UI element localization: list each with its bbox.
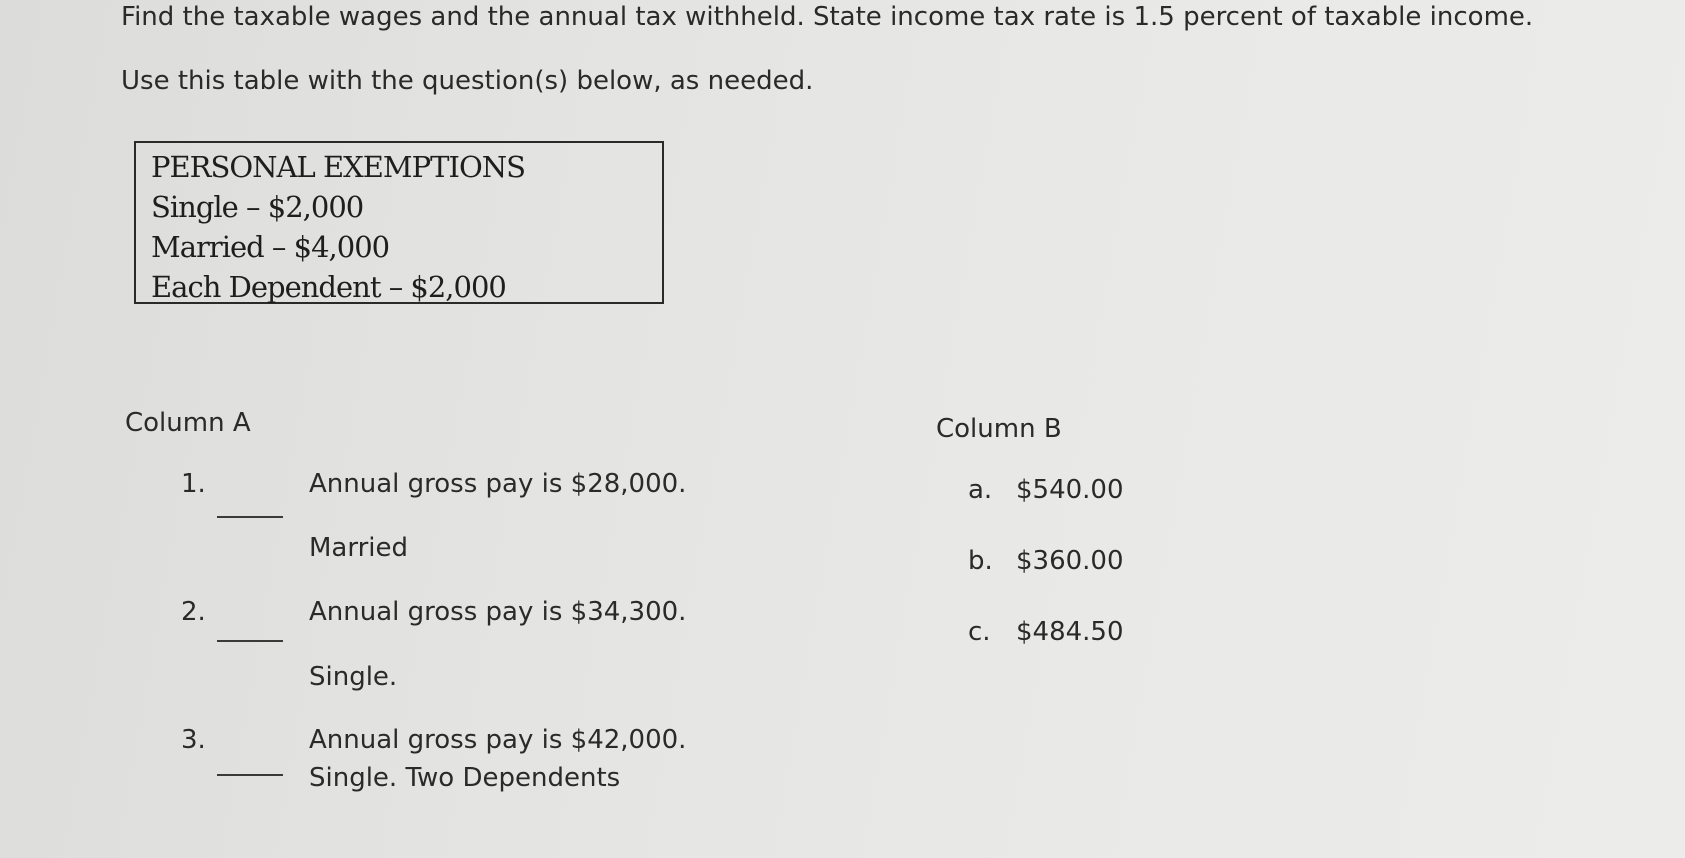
personal-exemptions-table (134, 141, 664, 304)
answer-b-value: $360.00 (1016, 546, 1124, 576)
answer-b-letter: b. (968, 546, 993, 576)
item-2-number: 2. (181, 597, 206, 627)
answer-c-letter: c. (968, 617, 991, 647)
item-3-gross-pay: Annual gross pay is $42,000. (309, 725, 687, 755)
item-1-gross-pay: Annual gross pay is $28,000. (309, 469, 687, 499)
item-1-answer-blank[interactable] (217, 516, 283, 518)
item-2-gross-pay: Annual gross pay is $34,300. (309, 597, 687, 627)
exemption-dependent: Each Dependent – $2,000 (151, 270, 506, 304)
item-3-number: 3. (181, 725, 206, 755)
item-3-answer-blank[interactable] (217, 774, 283, 776)
exemptions-title: PERSONAL EXEMPTIONS (151, 150, 525, 184)
instruction-text: Use this table with the question(s) below, as needed. (121, 66, 814, 96)
item-1-number: 1. (181, 469, 206, 499)
answer-c-value: $484.50 (1016, 617, 1124, 647)
question-text: Find the taxable wages and the annual tax withheld. State income tax rate is 1.5 percent of taxable income. (121, 2, 1534, 32)
item-2-status: Single. (309, 662, 398, 692)
exemption-single: Single – $2,000 (151, 190, 364, 224)
column-a-heading: Column A (125, 408, 251, 438)
item-3-status: Single. Two Dependents (309, 763, 621, 793)
column-b-heading: Column B (936, 414, 1062, 444)
item-2-answer-blank[interactable] (217, 640, 283, 642)
answer-a-value: $540.00 (1016, 475, 1124, 505)
answer-a-letter: a. (968, 475, 993, 505)
exemption-married: Married – $4,000 (151, 230, 390, 264)
item-1-status: Married (309, 533, 409, 563)
